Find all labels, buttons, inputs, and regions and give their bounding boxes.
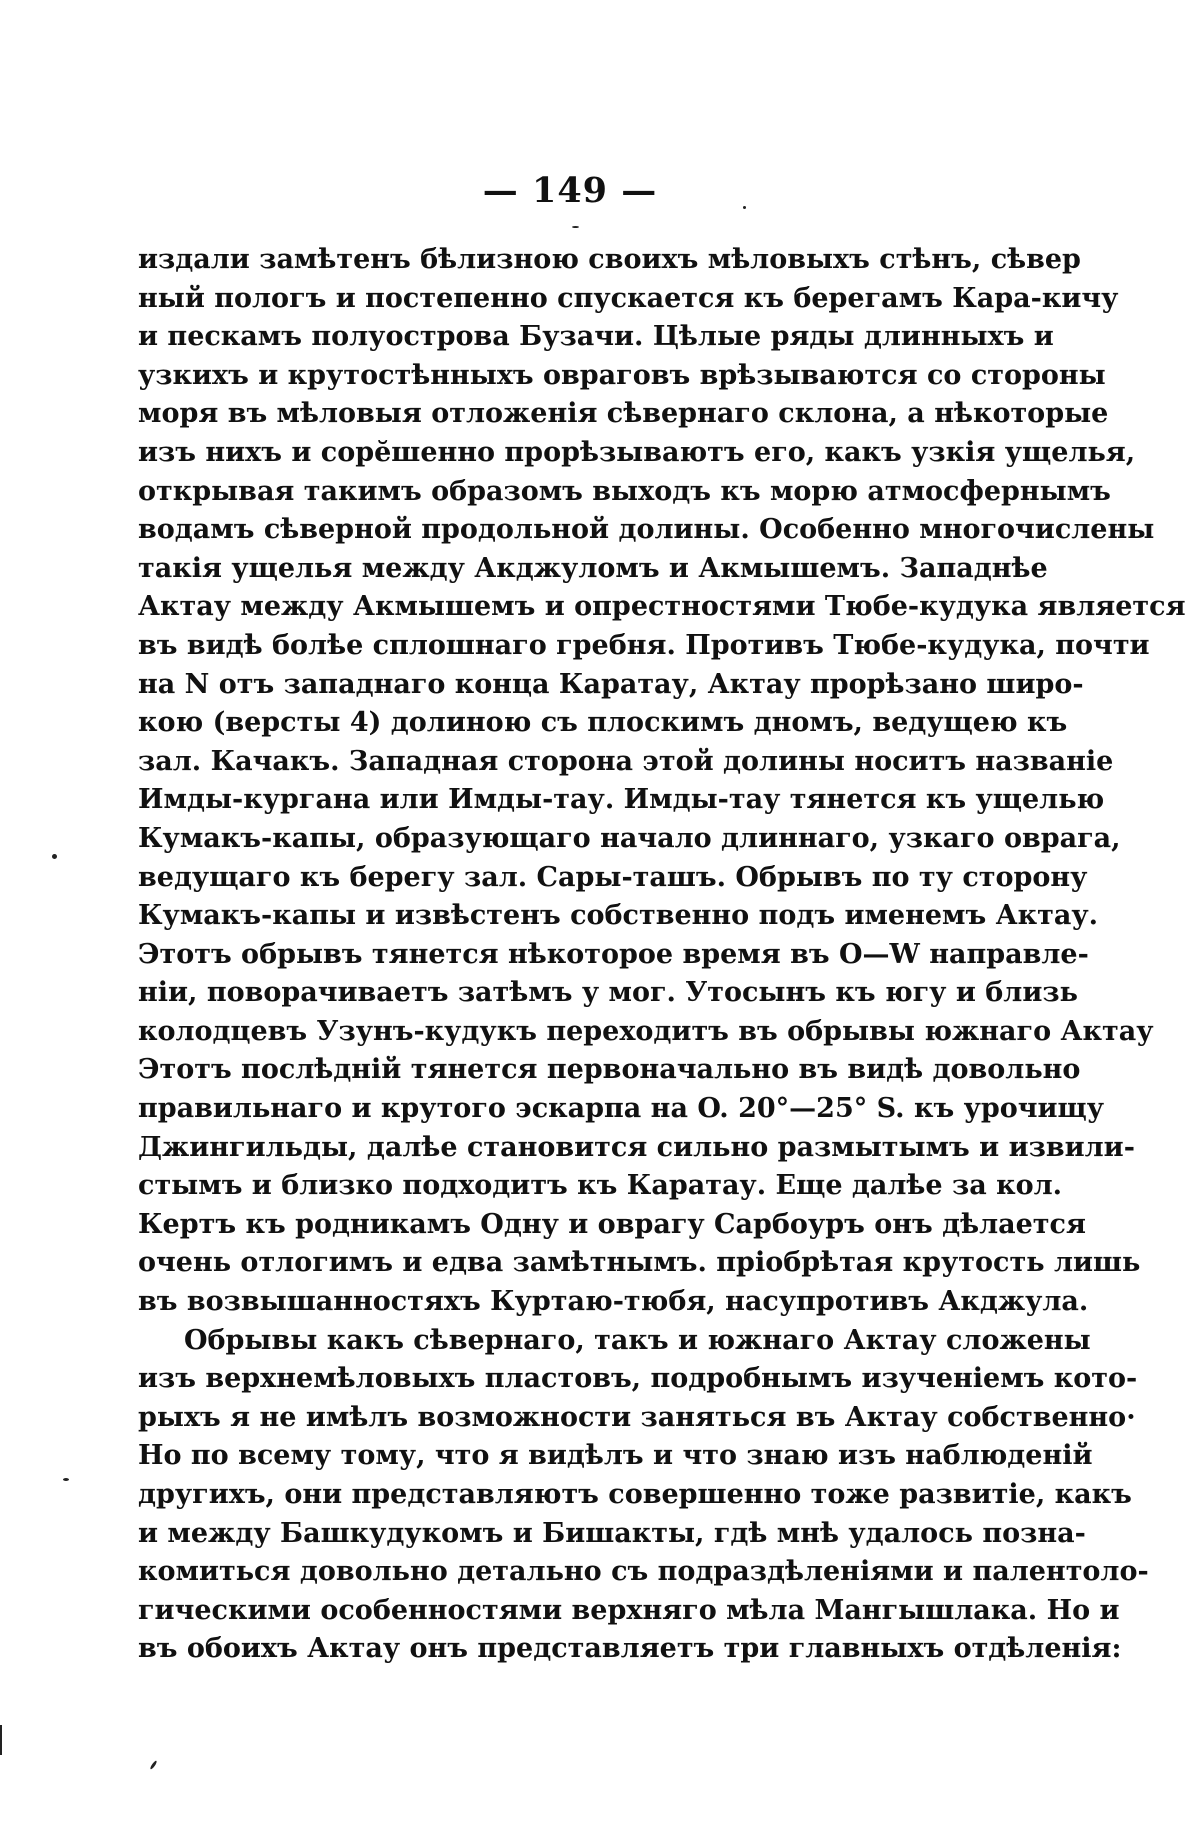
text-line: ный пологъ и постепенно спускается къ берегамъ Кара-кичу <box>138 282 1119 314</box>
text-line: ведущаго къ берегу зал. Сары-ташъ. Обрывъ по ту сторону <box>138 861 1088 893</box>
text-line: и пескамъ полуострова Бузачи. Цѣлые ряды длинныхъ и <box>138 321 1054 353</box>
text-line: издали замѣтенъ бѣлизною своихъ мѣловыхъ стѣнъ, сѣвер <box>138 244 1081 275</box>
paragraph <box>138 1322 1149 1669</box>
text-line: въ возвышанностяхъ Куртаю-тюбя, насупротивъ Акджула. <box>138 1286 1089 1318</box>
text-line: стымъ и близко подходитъ къ Каратау. Еще далѣе за кол. <box>138 1170 1063 1202</box>
text-line: колодцевъ Узунъ-кудукъ переходитъ въ обрывы южнаго Актау <box>138 1015 1154 1047</box>
text-line: и между Башкудукомъ и Бишакты, гдѣ мнѣ удалось позна- <box>138 1517 1086 1549</box>
body-text <box>138 241 1186 1669</box>
text-line: изъ верхнемѣловыхъ пластовъ, подробнымъ изученіемъ кото- <box>138 1363 1138 1395</box>
text-line: Кертъ къ родникамъ Одну и оврагу Сарбоуръ онъ дѣлается <box>138 1208 1086 1240</box>
page-number: — 149 — <box>482 170 658 211</box>
text-line: такія ущелья между Акджуломъ и Акмышемъ. Западнѣе <box>138 552 1048 584</box>
paragraph <box>138 241 1186 1322</box>
text-line: Этотъ послѣдній тянется первоначально въ видѣ довольно <box>138 1054 1081 1086</box>
text-line: комиться довольно детально съ подраздѣленіями и палентоло- <box>138 1556 1149 1588</box>
text-line: Кумакъ-капы и извѣстенъ собственно подъ именемъ Актау. <box>138 900 1099 932</box>
text-line: кою (версты 4) долиною съ плоскимъ дномъ, ведущею къ <box>138 707 1068 739</box>
text-line: другихъ, они представляютъ совершенно тоже развитіе, какъ <box>138 1479 1132 1510</box>
text-line: Имды-кургана или Имды-тау. Имды-тау тянется къ ущелью <box>138 784 1105 816</box>
text-line: Но по всему тому, что я видѣлъ и что знаю изъ наблюденій <box>138 1440 1093 1472</box>
text-line: моря въ мѣловыя отложенія сѣвернаго склона, а нѣкоторые <box>138 398 1109 430</box>
text-line: зал. Качакъ. Западная сторона этой долины носитъ названіе <box>138 745 1114 777</box>
scan-speck <box>0 1725 2 1755</box>
text-line: водамъ сѣверной продольной долины. Особенно многочислены <box>138 514 1155 546</box>
scan-speck <box>52 854 57 859</box>
scan-speck <box>743 206 746 209</box>
text-line: рыхъ я не имѣлъ возможности заняться въ Актау собственно· <box>138 1401 1136 1433</box>
text-line: открывая такимъ образомъ выходъ къ морю атмосфернымъ <box>138 475 1111 507</box>
text-line: Джингильды, далѣе становится сильно размытымъ и извили- <box>138 1131 1135 1163</box>
text-line: правильнаго и крутого эскарпа на O. 20°—25° S. къ урочищу <box>138 1093 1105 1125</box>
text-line: Кумакъ-капы, образующаго начало длиннаго, узкаго оврага, <box>138 822 1121 854</box>
scan-speck <box>149 1760 157 1770</box>
text-line: изъ нихъ и сорӗшенно прорѣзываютъ его, какъ узкія ущелья, <box>138 436 1136 468</box>
text-line: ніи, поворачиваетъ затѣмъ у мог. Утосынъ къ югу и близь <box>138 977 1078 1009</box>
text-line: Актау между Акмышемъ и опрестностями Тюбе-кудука является <box>138 591 1186 623</box>
scan-speck <box>63 1478 69 1481</box>
text-line: въ обоихъ Актау онъ представляетъ три главныхъ отдѣленія: <box>138 1633 1122 1665</box>
text-line: на N отъ западнаго конца Каратау, Актау прорѣзано широ- <box>138 668 1084 700</box>
text-line: Обрывы какъ сѣвернаго, такъ и южнаго Актау сложены <box>184 1324 1091 1356</box>
text-line: узкихъ и крутостѣнныхъ овраговъ врѣзываются со стороны <box>138 359 1106 391</box>
text-line: очень отлогимъ и едва замѣтнымъ. пріобрѣтая крутость лишь <box>138 1247 1141 1279</box>
text-line: въ видѣ болѣе сплошнаго гребня. Противъ Тюбе-кудука, почти <box>138 629 1150 661</box>
scan-speck <box>572 226 579 228</box>
text-line: Этотъ обрывъ тянется нѣкоторое время въ O—W направле- <box>138 938 1089 970</box>
text-line: гическими особенностями верхняго мѣла Мангышлака. Но и <box>138 1594 1120 1626</box>
